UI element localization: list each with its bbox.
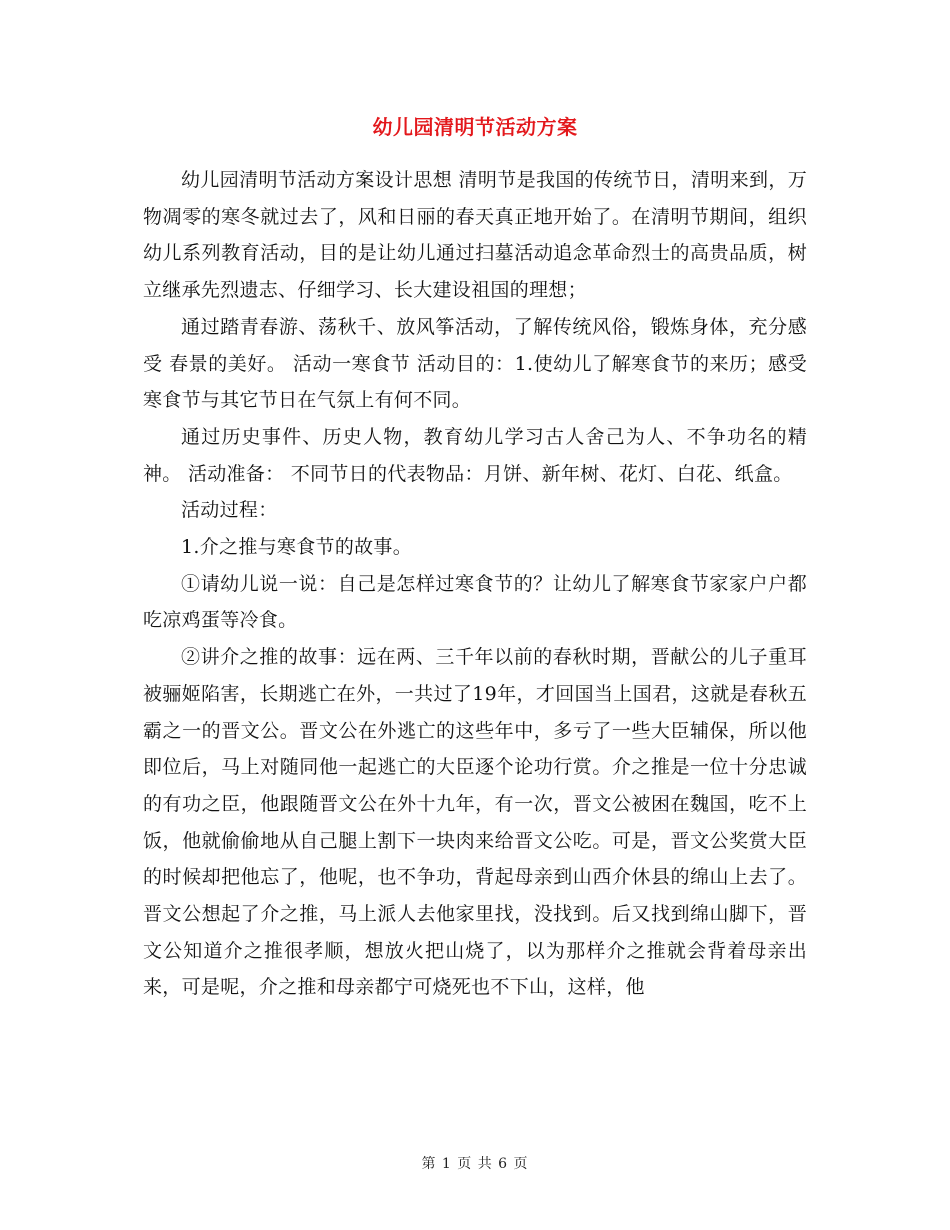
- document-title: 幼儿园清明节活动方案: [372, 115, 578, 139]
- paragraph: 幼儿园清明节活动方案设计思想 清明节是我国的传统节日，清明来到，万物凋零的寒冬就过去了，风和日丽的春天真正地开始了。在清明节期间，组织幼儿系列教育活动，目的是让幼儿通过扫墓活动追念革命烈士的高贵品质，树立继承先烈遗志、仔细学习、长大建设祖国的理想；: [143, 169, 807, 302]
- paragraph: 1.介之推与寒食节的故事。: [181, 536, 413, 559]
- paragraph: 活动过程：: [181, 499, 278, 522]
- paragraph: 通过历史事件、历史人物，教育幼儿学习古人舍己为人、不争功名的精神。 活动准备： 不同节日的代表物品：月饼、新年树、花灯、白花、纸盒。: [143, 425, 807, 485]
- paragraph: 通过踏青春游、荡秋千、放风筝活动，了解传统风俗，锻炼身体，充分感受 春景的美好。 活动一寒食节 活动目的：1.使幼儿了解寒食节的来历；感受寒食节与其它节日在气氛上有何不同。: [143, 315, 807, 412]
- page-footer: 第 1 页 共 6 页: [421, 1156, 529, 1172]
- paragraph: ②讲介之推的故事：远在两、三千年以前的春秋时期，晋献公的儿子重耳被骊姬陷害，长期逃亡在外，一共过了19年，才回国当上国君，这就是春秋五霸之一的晋文公。晋文公在外逃亡的这些年中，多亏了一些大臣辅保，所以他即位后，马上对随同他一起逃亡的大臣逐个论功行赏。介之推是一位十分忠诚的有功之臣，他跟随晋文公在外十九年，有一次，晋文公被困在魏国，吃不上饭，他就偷偷地从自己腿上割下一块肉来给晋文公吃。可是，晋文公奖赏大臣的时候却把他忘了，他呢，也不争功，背起母亲到山西介休县的绵山上去了。 晋文公想起了介之推，马上派人去他家里找，没找到。后又找到绵山脚下，晋文公知道介之推很孝顺，想放火把山烧了，以为那样介之推就会背着母亲出来，可是呢，介之推和母亲都宁可烧死也不下山，这样，他: [143, 646, 807, 999]
- paragraph: ①请幼儿说一说：自己是怎样过寒食节的？让幼儿了解寒食节家家户户都吃凉鸡蛋等冷食。: [143, 572, 807, 632]
- document-body: [143, 162, 807, 1006]
